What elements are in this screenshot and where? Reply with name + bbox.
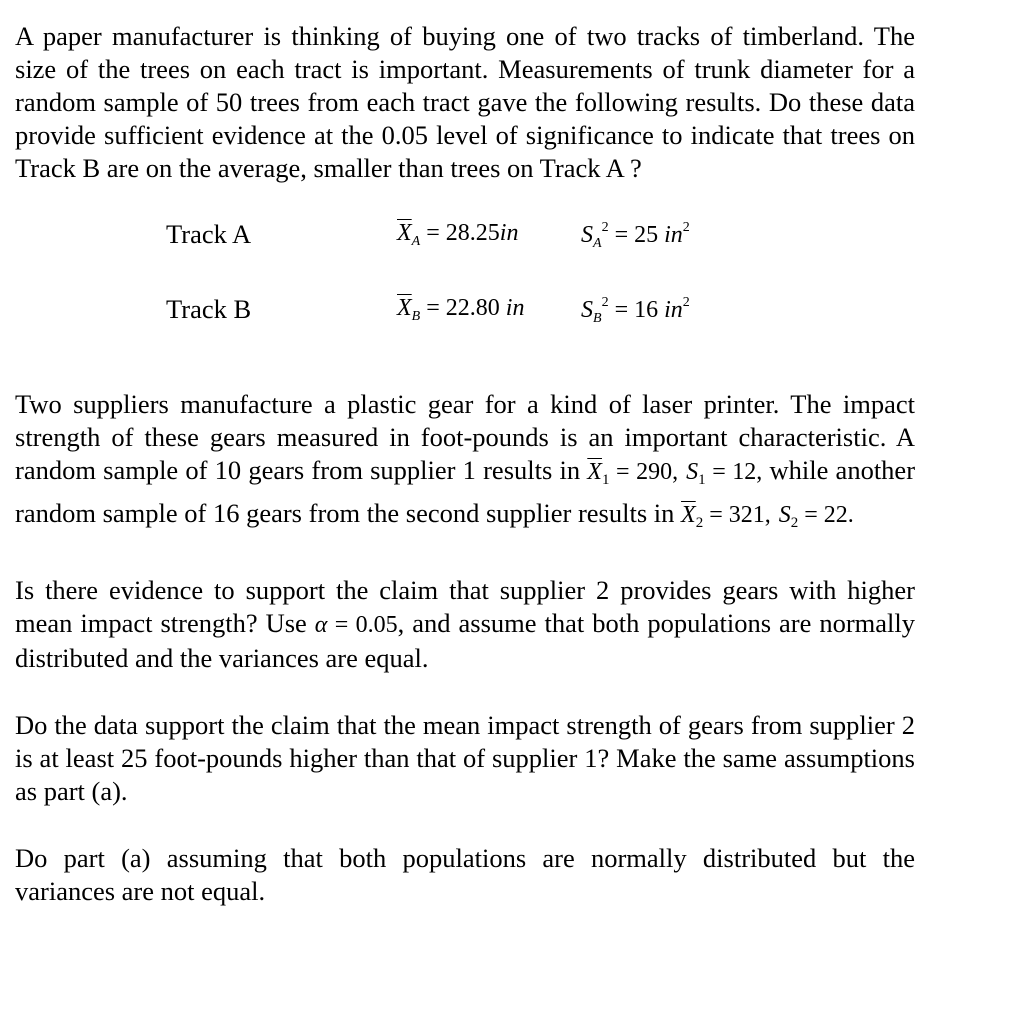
alpha-level: α = 0.05 [314,612,398,638]
track-b-label: Track B [166,294,252,324]
track-a-label: Track A [166,219,252,249]
track-statistics [15,213,915,353]
track-a-variance: $S_A^2 = 25$ $in^2$ [581,220,690,251]
track-a-mean: $\overline{X}_A = 28.25in$ [397,220,519,249]
problem2-intro: Two suppliers manufacture a plastic gear for a kind of laser printer. The impact strength of these gears measured in foot-pounds is an important characteristic. A random sample of 10 gears from supplier 1 results in $\overline{X}_1 = 290$, $S_1 = 12$, while another random sample of 16 gears from the second supplier results in $\overline{X}_2 = 321$, $S_2 = 22$. [15,389,916,531]
track-b-variance: $S_B^2 = 16$ $in^2$ [581,295,690,326]
supplier1-sd: $S_1 = 12$, [686,459,763,488]
supplier2-mean: $\overline{X}_2 = 321$, [681,502,771,531]
part-b-text: Do the data support the claim that the mean impact strength of gears from supplier 2 is at least 25 foot-pounds higher than that of supplier 1? Make the same assumptions as part (a). [15,710,915,806]
part-a-text: Is there evidence to support the claim that supplier 2 provides gears with higher mean impact strength? Use α = 0.05, and assume that both populations are normally distributed and the variances are equal. [15,575,915,673]
problem1-text: A paper manufacturer is thinking of buying one of two tracks of timberland. The size of the trees on each tract is important. Measurements of trunk diameter for a random sample of 50 trees from each tract gave the following results. Do these data provide sufficient evidence at the 0.05 level of significance to indicate that trees on Track B are on the average, smaller than trees on Track A ? [15,21,915,183]
track-b-mean: $\overline{X}_B = 22.80$ in [397,295,525,324]
supplier1-mean: $\overline{X}_1 = 290$, [587,459,679,488]
document-page [15,20,915,908]
supplier2-sd: $S_2 = 22$. [778,502,854,531]
track-a-row [15,219,915,253]
track-b-row [15,294,915,328]
part-c-text: Do part (a) assuming that both populations are normally distributed but the variances are not equal. [15,843,915,906]
